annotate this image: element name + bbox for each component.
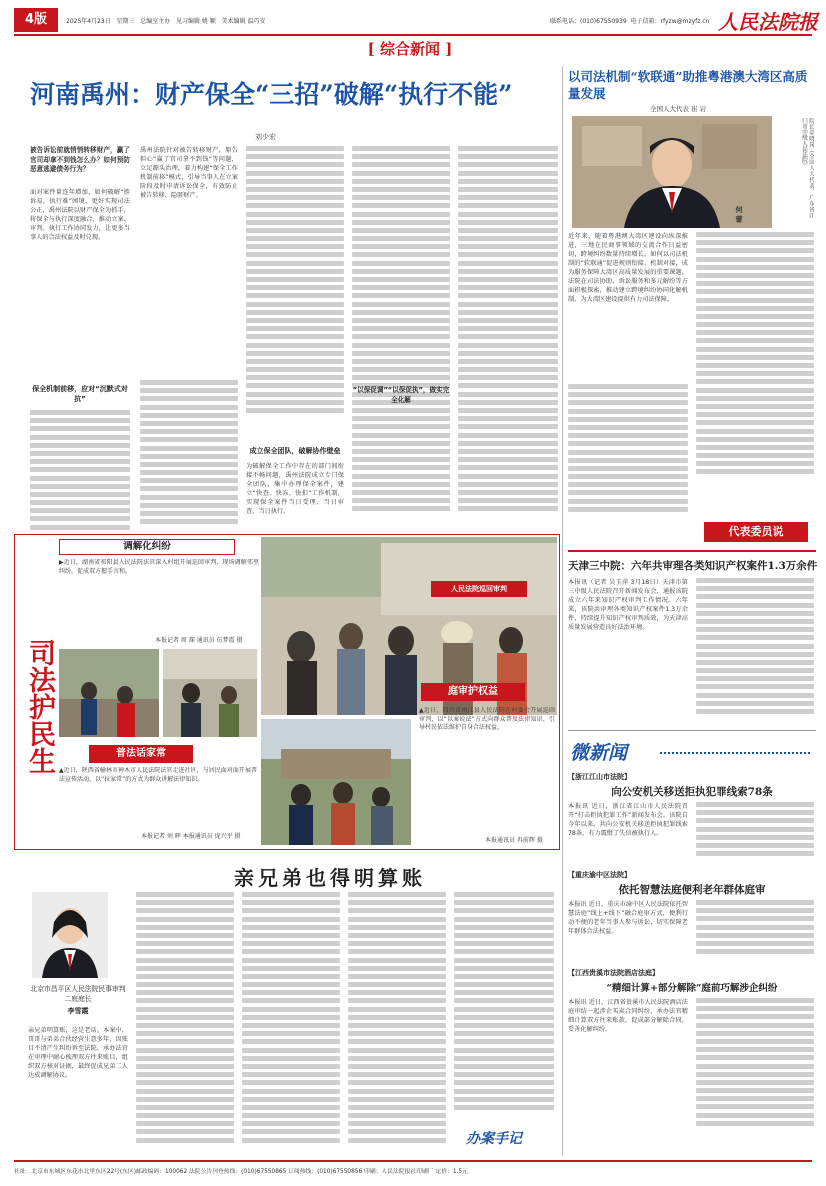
main-col2-text [140,380,238,534]
main-headline: 河南禹州：财产保全“三招”破解“执行不能” [30,80,513,109]
side-headline: 以司法机制“软联通”助推粤港澳大湾区高质量发展 [568,69,808,101]
small-photo-middle [163,649,257,737]
box1-title: 调解化纠纷 [59,539,235,555]
bottom-col-2 [136,892,234,1150]
collage-vertical-label: 司法护民生 [24,639,55,774]
box1-text: ▶近日，湖南省祁阳县人民法院法官深入村组开展巡回审判，现场调解邻里纠纷，促成双方握手言和。 [59,559,259,575]
small-photo-left [59,649,159,737]
newspaper-logo: 人民法院报 [718,10,818,34]
main-col5-text [458,146,558,534]
header-phone: 联系电话：(010)67550939 [550,18,627,25]
main-col1-text [30,410,130,534]
main-subhead-2: 成立保全团队，破解协作壁垒 [249,447,341,455]
side-col-right [696,232,814,496]
masthead [0,0,826,66]
box3-credit: 本报记者 刘 晖 本报通讯员 庞兴平 摄 [141,833,241,840]
header-rule [14,34,812,36]
box1-credit: 本报记者 周 琛 通讯员 伍梦霞 摄 [155,637,243,644]
side-divider-1 [568,550,816,552]
side-col-left [568,384,688,522]
box3-title: 普法话家常 [89,745,193,763]
main-para-3: 为破解保全工作中存在的部门间衔接不畅问题，禹州法院成立专门保全团队，集中办理保全案件，建立“快查、快冻、快扣”工作机制，实现保全案件当日受理、当日审查、当日执行。 [246,463,344,515]
footer-rule [14,1160,812,1162]
weixin-item-1-head: 【浙江江山市法院】 [568,773,631,781]
representative-talk-badge: 代表委员说 [704,522,808,542]
portrait-name: 何 蕾 [735,206,743,223]
ip-news-body: 本报讯（记者 吴玉萍 3月18日）天津市第三中级人民法院召开新闻发布会，通报该院成立六年来知识产权审判工作情况。六年来，该院共审理各类知识产权案件1.3万余件，持续提升知识产权审判质效，为天津高质量发展营造良好法治环境。 [568,579,688,631]
header-editor: 见习编辑 姚 颖 [175,18,216,25]
page-number-badge: 4版 [14,8,58,32]
main-subhead-1: 保全机制前移，应对“沉默式对抗” [32,385,128,403]
header-designer: 美术编辑 温巧安 [221,18,266,25]
main-author: 刘少宏 [255,133,276,141]
main-subhead-3: “以保促调”“以保促执”，做实完全化解 [352,386,450,404]
header-contact [550,16,709,25]
bottom-col-4 [348,892,446,1150]
case-notes-stamp: 办案手记 [466,1131,522,1147]
portrait-caption: 院长高晓岗（全国人大代表、广东省江门市中级人民法院） [801,118,814,218]
column-divider [562,66,563,1156]
bottom-col-5 [454,892,554,1120]
header-office: 总编室主办 [140,18,171,25]
author-portrait [32,892,108,978]
collage-frame [14,534,560,850]
main-para-2: 禹州法院针对被告转移财产，原告担心“赢了官司拿不到钱”等问题，立足源头治理，着力构建“保全工作机制前移”模式，引导当事人在立案阶段及时申请诉讼保全，有效防止被告转移、隐匿财产。 [140,147,238,199]
weixin-item-3-head: 【江西贵溪市法院酒店法庭】 [568,969,659,977]
ip-news-headline: 天津三中院：六年共审理各类知识产权案件1.3万余件 [568,560,818,572]
header-weekday: 星期三 [116,18,135,25]
main-col4-text [352,146,450,526]
weixin-wave-decoration [660,748,810,754]
author-portrait-illustration [32,892,108,978]
weixin-item-3-title: “精细计算+部分解除”庭前巧解涉企纠纷 [606,983,778,994]
box2-credit: 本报通讯员 冉前辉 摄 [485,837,543,844]
bottom-col-3 [242,892,340,1150]
author-name: 李雪霞 [67,1007,89,1015]
main-para-1: 面对案件量连年增加，如何破解“胜诉易，执行难”困境，更好实现司法公正，禹州法院以财产保全为抓手，将保全与执行深度融合，推动立案、审判、执行工作协同发力，让更多当事人的合法权益及时兑现。 [30,189,130,241]
main-col3-text [246,146,344,426]
ip-news-col-right [696,578,814,724]
header-date: 2025年4月23日 [66,18,111,25]
weixin-news-label: 微新闻 [570,742,628,764]
weixin-item-2-body: 本报讯 近日，重庆市渝中区人民法院依托智慧法庭“线上+线下”融合庭审方式，便利行动不便的老年当事人参与诉讼，切实保障老年群体合法权益。 [568,901,688,935]
weixin-item-2-head: 【重庆渝中区法院】 [568,871,631,879]
street-scene-left [59,649,159,737]
box2-text: ▲近日，四川省南江县人民法院在村委会开展巡回审判，以“以案说法”方式向群众普及法律知识，引导村民依法维护自身合法权益。 [419,707,555,731]
side-body: 近年来，随着粤港澳大湾区建设向纵深推进，三地在民商事领域的交流合作日益密切，跨境纠纷数量持续增长。如何以司法机制的“软联通”促进规则衔接、机制对接，成为服务保障大湾区高质量发展的重要课题。法院在司法协助、诉讼服务和多元解纷等方面积极探索，推动建立跨境纠纷协同化解机制，为大湾区建设提供有力司法保障。 [568,233,688,303]
courtroom-photo [261,719,411,845]
weixin-item-2-col-right [696,900,814,960]
footer-text: 社址：北京市东城区东花市北里东区22号(东区)邮政编码：100062 法院公告刊登热线：(010)67550865 订阅热线：(010)67550856 印刷：人民法院报社印刷厂 定价：1.5元 [14,1169,468,1175]
side-divider-2 [568,730,816,731]
court-banner: 人民法院巡回审判 [451,585,507,593]
box3-text: ▲近日，陕西省榆林市神木市人民法院法官走进社区，与居民面对面开展普法宣传活动，以“拉家常”的方式为群众讲解法律知识。 [59,767,257,783]
section-title: [ 综合新闻 ] [367,40,453,58]
bottom-headline: 亲兄弟也得明算账 [234,866,426,890]
weixin-item-2-title: 依托智慧法庭便利老年群体庭审 [618,884,766,896]
weixin-item-3-col-right [696,998,814,1146]
weixin-item-1-body: 本报讯 近日，浙江省江山市人民法院召开“打击拒执犯罪工作”新闻发布会。该院自今年以来，共向公安机关移送拒执犯罪线索78条，有力震慑了失信被执行人。 [568,803,688,837]
weixin-item-1-col-right [696,802,814,864]
box2-title: 庭审护权益 [421,683,525,701]
author-title: 北京市昌平区人民法院民事审判二庭庭长 [30,985,126,1003]
weixin-item-1-title: 向公安机关移送拒执犯罪线索78条 [611,786,773,798]
main-lead: 被告诉讼前就悄悄转移财产，赢了官司却拿不到钱怎么办？如何预防恶意逃避债务行为？ [30,146,130,173]
village-trial-scene [261,719,411,845]
street-scene-middle [163,649,257,737]
weixin-item-3-body: 本报讯 近日，江西省贵溪市人民法院酒店法庭审结一起涉企买卖合同纠纷，承办法官精细计算双方往来账款，促成部分解除合同，妥善化解纠纷。 [568,999,688,1033]
side-byline: 全国人大代表 崔 岩 [650,105,707,113]
header-email: 电子信箱：rfyzw@mzyfz.cn [630,18,710,25]
bottom-story-body: 亲兄弟明算账，这是老话。本案中，哥哥与弟弟合伙经营生意多年，因账目不清产生纠纷诉至法院。承办法官在审理中耐心梳理双方往来账目，组织双方核对证据，最终促成兄弟二人达成调解协议。 [28,1027,128,1079]
header-meta [66,16,265,25]
